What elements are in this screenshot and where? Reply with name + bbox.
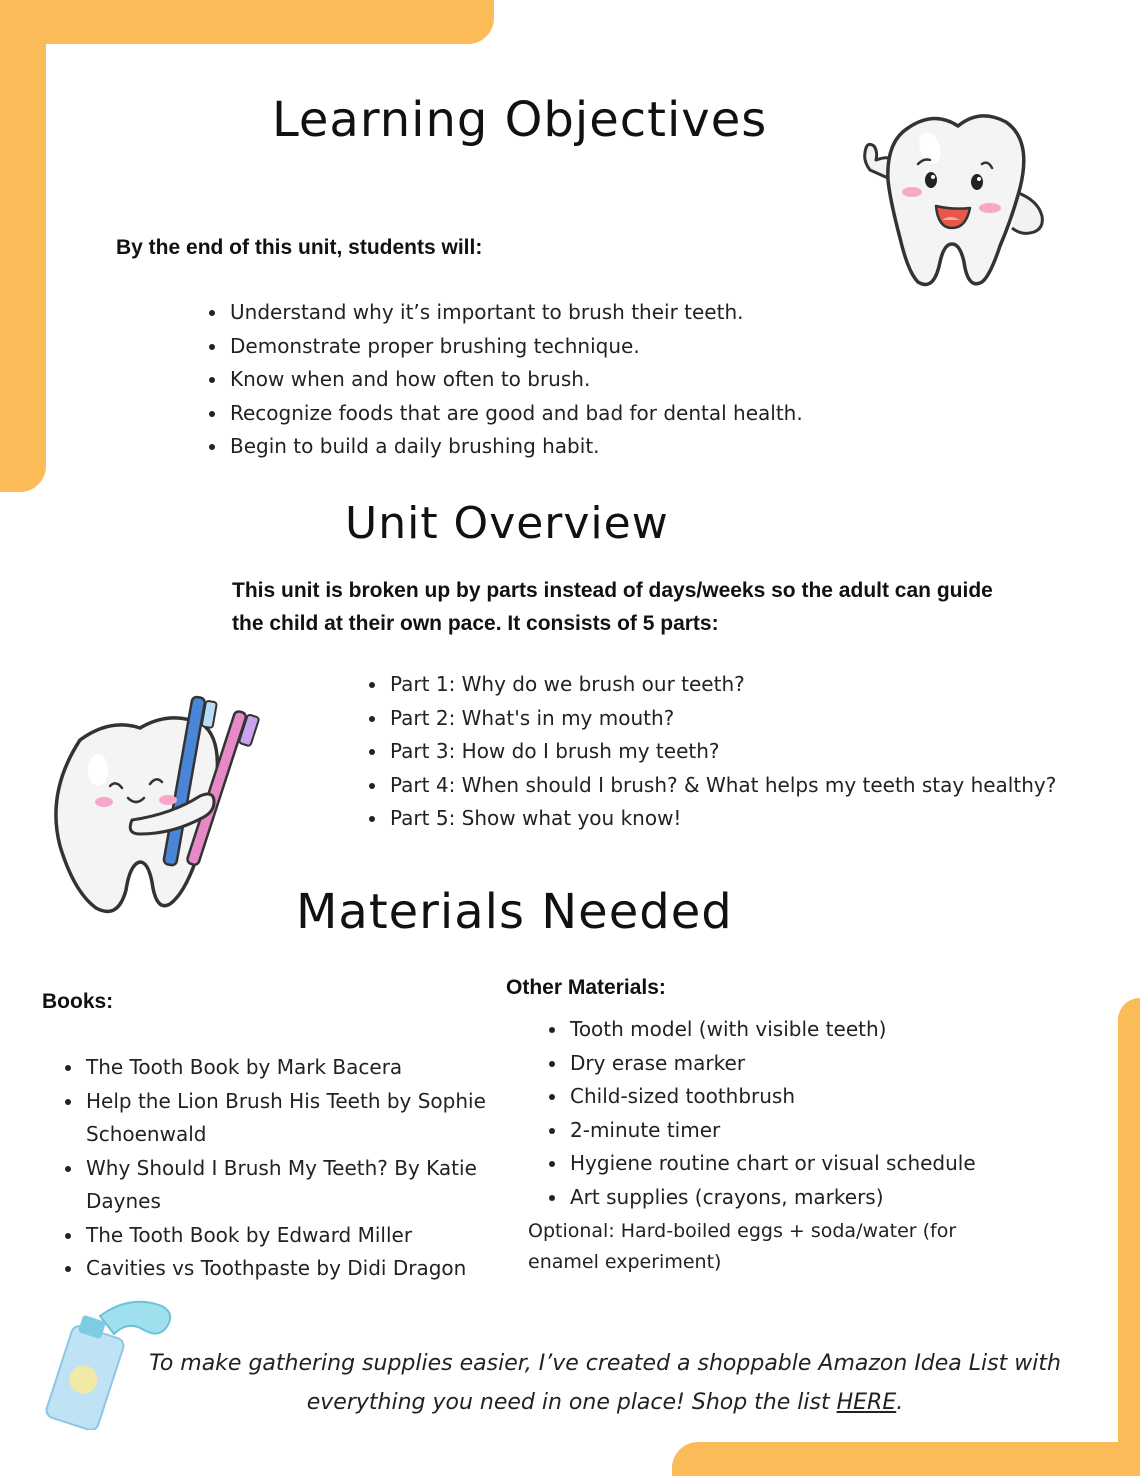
book-item: • The Tooth Book by Mark Bacera bbox=[84, 1051, 524, 1085]
optional-materials-note: Optional: Hard-boiled eggs + soda/water (for enamel experiment) bbox=[528, 1220, 957, 1273]
shop-list-link[interactable]: HERE bbox=[836, 1390, 897, 1415]
part-item: • Part 4: When should I brush? & What helps my teeth stay healthy? bbox=[388, 769, 1140, 803]
books-list bbox=[58, 1051, 524, 1286]
objective-item: • Know when and how often to brush. bbox=[228, 363, 928, 397]
objective-item: • Recognize foods that are good and bad for dental health. bbox=[228, 397, 928, 431]
learning-objectives-heading: Learning Objectives bbox=[272, 92, 768, 148]
material-item: • 2-minute timer bbox=[568, 1114, 1128, 1148]
part-item: • Part 2: What's in my mouth? bbox=[388, 702, 1140, 736]
objective-item: • Demonstrate proper brushing technique. bbox=[228, 330, 928, 364]
material-item: • Dry erase marker bbox=[568, 1047, 1128, 1081]
unit-parts-list bbox=[362, 668, 1140, 836]
unit-overview-heading: Unit Overview bbox=[345, 498, 669, 549]
other-materials-list bbox=[542, 1013, 1128, 1214]
book-item: • Why Should I Brush My Teeth? By Katie Daynes bbox=[84, 1152, 524, 1219]
book-item: • Cavities vs Toothpaste by Didi Dragon bbox=[84, 1252, 524, 1286]
material-item: • Child-sized toothbrush bbox=[568, 1080, 1128, 1114]
objective-item: • Begin to build a daily brushing habit. bbox=[228, 430, 928, 464]
material-item: • Art supplies (crayons, markers) bbox=[568, 1181, 1128, 1215]
tooth-mascot-waving-icon bbox=[830, 108, 1050, 298]
part-item: • Part 1: Why do we brush our teeth? bbox=[388, 668, 1140, 702]
unit-overview-intro: This unit is broken up by parts instead of days/weeks so the adult can guide the child at their own pace. It consists of 5 parts: bbox=[232, 579, 993, 635]
frame-corner-bottom-right bbox=[672, 1442, 1140, 1476]
learning-objectives-intro: By the end of this unit, students will: bbox=[116, 236, 483, 259]
part-item: • Part 3: How do I brush my teeth? bbox=[388, 735, 1140, 769]
book-item: • The Tooth Book by Edward Miller bbox=[84, 1219, 524, 1253]
material-item: • Hygiene routine chart or visual schedule bbox=[568, 1147, 1128, 1181]
part-item: • Part 5: Show what you know! bbox=[388, 802, 1140, 836]
material-item: • Tooth model (with visible teeth) bbox=[568, 1013, 1128, 1047]
closing-end: . bbox=[896, 1390, 904, 1415]
tooth-with-toothbrushes-icon bbox=[40, 690, 270, 925]
materials-needed-heading: Materials Needed bbox=[296, 884, 733, 940]
learning-objectives-list bbox=[202, 296, 928, 464]
frame-corner-top-left bbox=[0, 0, 494, 44]
objective-item: • Understand why it’s important to brush their teeth. bbox=[228, 296, 928, 330]
books-label: Books: bbox=[42, 990, 114, 1013]
other-materials-label: Other Materials: bbox=[506, 976, 666, 999]
closing-note bbox=[100, 1344, 1110, 1422]
book-item: • Help the Lion Brush His Teeth by Sophie Schoenwald bbox=[84, 1085, 524, 1152]
frame-bar-left bbox=[0, 0, 46, 492]
closing-text: To make gathering supplies easier, I’ve created a shoppable Amazon Idea List with everything you need in one place! Shop the list bbox=[149, 1351, 1061, 1415]
